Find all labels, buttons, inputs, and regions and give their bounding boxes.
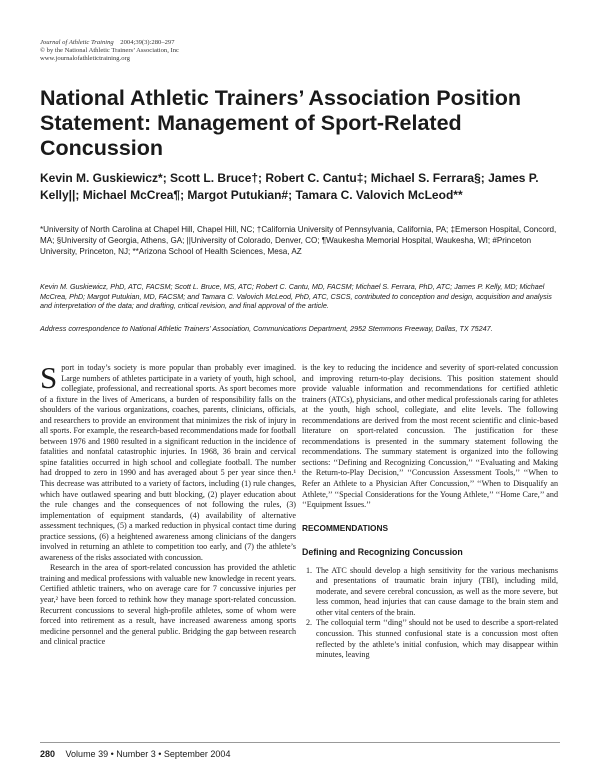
journal-copyright: © by the National Athletic Trainers’ Association, Inc	[40, 47, 179, 55]
intro-paragraph-text: port in today’s society is more popular than probably ever imagined. Large numbers of athletes participate in a variety of youth, high school, collegiate, professional, and recreational sports. As sport becomes more of a fixture in the lives of Americans, a burden of responsibility falls on the shoulders of the various organizations, coaches, parents, clinicians, officials, and researchers to provide an environment that minimizes the risk of injury in all sports. For example, the research-based recommendations made for football between 1976 and 1980 resulted in a significant reduction in the incidence of fatalities and nonfatal catastrophic injuries. In 1968, 36 brain and cervical spine fatalities occurred in high school and collegiate football. The number had dropped to zero in 1990 and has averaged about 5 per year since then.¹ This decrease was attributed to a variety of factors, including (1) rule changes, which have outlawed spearing and butt blocking, (2) player education about the rule changes and the consequences of not following the rules, (3) implementation of equipment standards, (4) availability of alternative assessment techniques, (5) a marked reduction in physical contact time during practice sessions, (6) a heightened awareness among clinicians of the dangers involved in returning an athlete to competition too early, and (7) the athlete’s awareness of the risks associated with concussion.	[40, 363, 296, 562]
author-list: Kevin M. Guskiewicz*; Scott L. Bruce†; Robert C. Cantu‡; Michael S. Ferrara§; James P. Kelly||; Michael McCrea¶; Margot Putukian#; Tamara C. Valovich McLeod**	[40, 171, 539, 202]
recommendation-number: 2.	[306, 618, 313, 628]
recommendation-text: The colloquial term ‘‘ding’’ should not be used to describe a sport-related concussion. This stunned confusional state is a concussion most often reflected by the athlete’s initial confusion, which may disappear within minutes, leaving	[316, 618, 558, 660]
correspondence-address: Address correspondence to National Athletic Trainers’ Association, Communications Department, 2952 Stemmons Freeway, Dallas, TX 75247.	[40, 324, 493, 333]
body-paragraph: Research in the area of sport-related concussion has provided the athletic training and medical professions with valuable new knowledge in recent years. Certified athletic trainers, who on average care for 7 concussive injuries per year,² have been forced to rethink how they manage sport-related concussion. Recurrent concussions to several high-profile athletes, some of whom were forced into retirement as a result, have increased awareness among sports medicine personnel and the general public. Bridging the gap between research and clinical practice	[40, 563, 296, 647]
journal-citation: 2004;39(3):280–297	[120, 39, 175, 46]
intro-paragraph	[40, 360, 296, 563]
journal-masthead	[40, 39, 340, 64]
masthead-line-journal	[40, 39, 340, 47]
body-paragraph: is the key to reducing the incidence and severity of sport-related concussion and improving return-to-play decisions. This position statement should provide valuable information and recommendations for certified athletic trainers (ATCs), physicians, and other medical professionals caring for athletes at the youth, high school, collegiate, and elite levels. The following recommendations are derived from the most recent scientific and clinic-based literature on sport-related concussion. The justification for these recommendations is presented in the summary statement following the recommendations. The summary statement is organized into the following sections: ‘‘Defining and Recognizing Concussion,’’ ‘‘Evaluating and Making the Return-to-Play Decision,’’ ‘‘Concussion Assessment Tools,’’ ‘‘When to Refer an Athlete to a Physician After Concussion,’’ ‘‘When to Disqualify an Athlete,’’ ‘‘Special Considerations for the Young Athlete,’’ ‘‘Home Care,’’ and ‘‘Equipment Issues.’’	[302, 363, 558, 510]
author-affiliations: *University of North Carolina at Chapel Hill, Chapel Hill, NC; †California University of Pennsylvania, California, PA; ‡Emerson Hospital, Concord, MA; §University of Georgia, Athens, GA; ||University of Colorado, Denver, CO; ¶Waukesha Memorial Hospital, Waukesha, WI; #Princeton University, Princeton, NJ; **Arizona School of Health Sciences, Mesa, AZ	[40, 225, 557, 257]
issue-info: Volume 39 • Number 3 • September 2004	[65, 749, 231, 759]
footer-divider	[40, 742, 560, 743]
page-footer	[40, 748, 560, 760]
article-title: National Athletic Trainers’ Association Position Statement: Management of Sport-Related Concussion	[40, 86, 522, 160]
subsection-heading: Defining and Recognizing Concussion	[302, 547, 463, 558]
drop-cap: S	[40, 360, 58, 395]
author-contributions: Kevin M. Guskiewicz, PhD, ATC, FACSM; Scott L. Bruce, MS, ATC; Robert C. Cantu, MD, FACSM; Michael S. Ferrara, PhD, ATC; James P. Kelly, MD; Michael McCrea, PhD; Margot Putukian, MD, FACSM; and Tamara C. Valovich McLeod, PhD, ATC, CSCS, contributed to conception and design, acquisition and analysis and interpretation of the data; and drafting, critical revision, and final approval of the article.	[40, 282, 552, 311]
journal-name: Journal of Athletic Training	[40, 39, 114, 46]
recommendation-item	[302, 618, 558, 660]
section-heading: RECOMMENDATIONS	[302, 522, 389, 533]
recommendation-text: The ATC should develop a high sensitivity for the various mechanisms and presentations of traumatic brain injury (TBI), including mild, moderate, and severe cerebral concussion, as well as the more severe, but less common, head injuries that can cause damage to the brain stem and other vital centers of the brain.	[316, 565, 558, 617]
page-number: 280	[40, 749, 56, 759]
journal-website: www.journalofathletictraining.org	[40, 55, 130, 63]
body-column-left	[40, 360, 296, 648]
recommendation-item	[302, 566, 558, 619]
body-column-right	[302, 363, 558, 661]
recommendation-number: 1.	[306, 565, 313, 575]
